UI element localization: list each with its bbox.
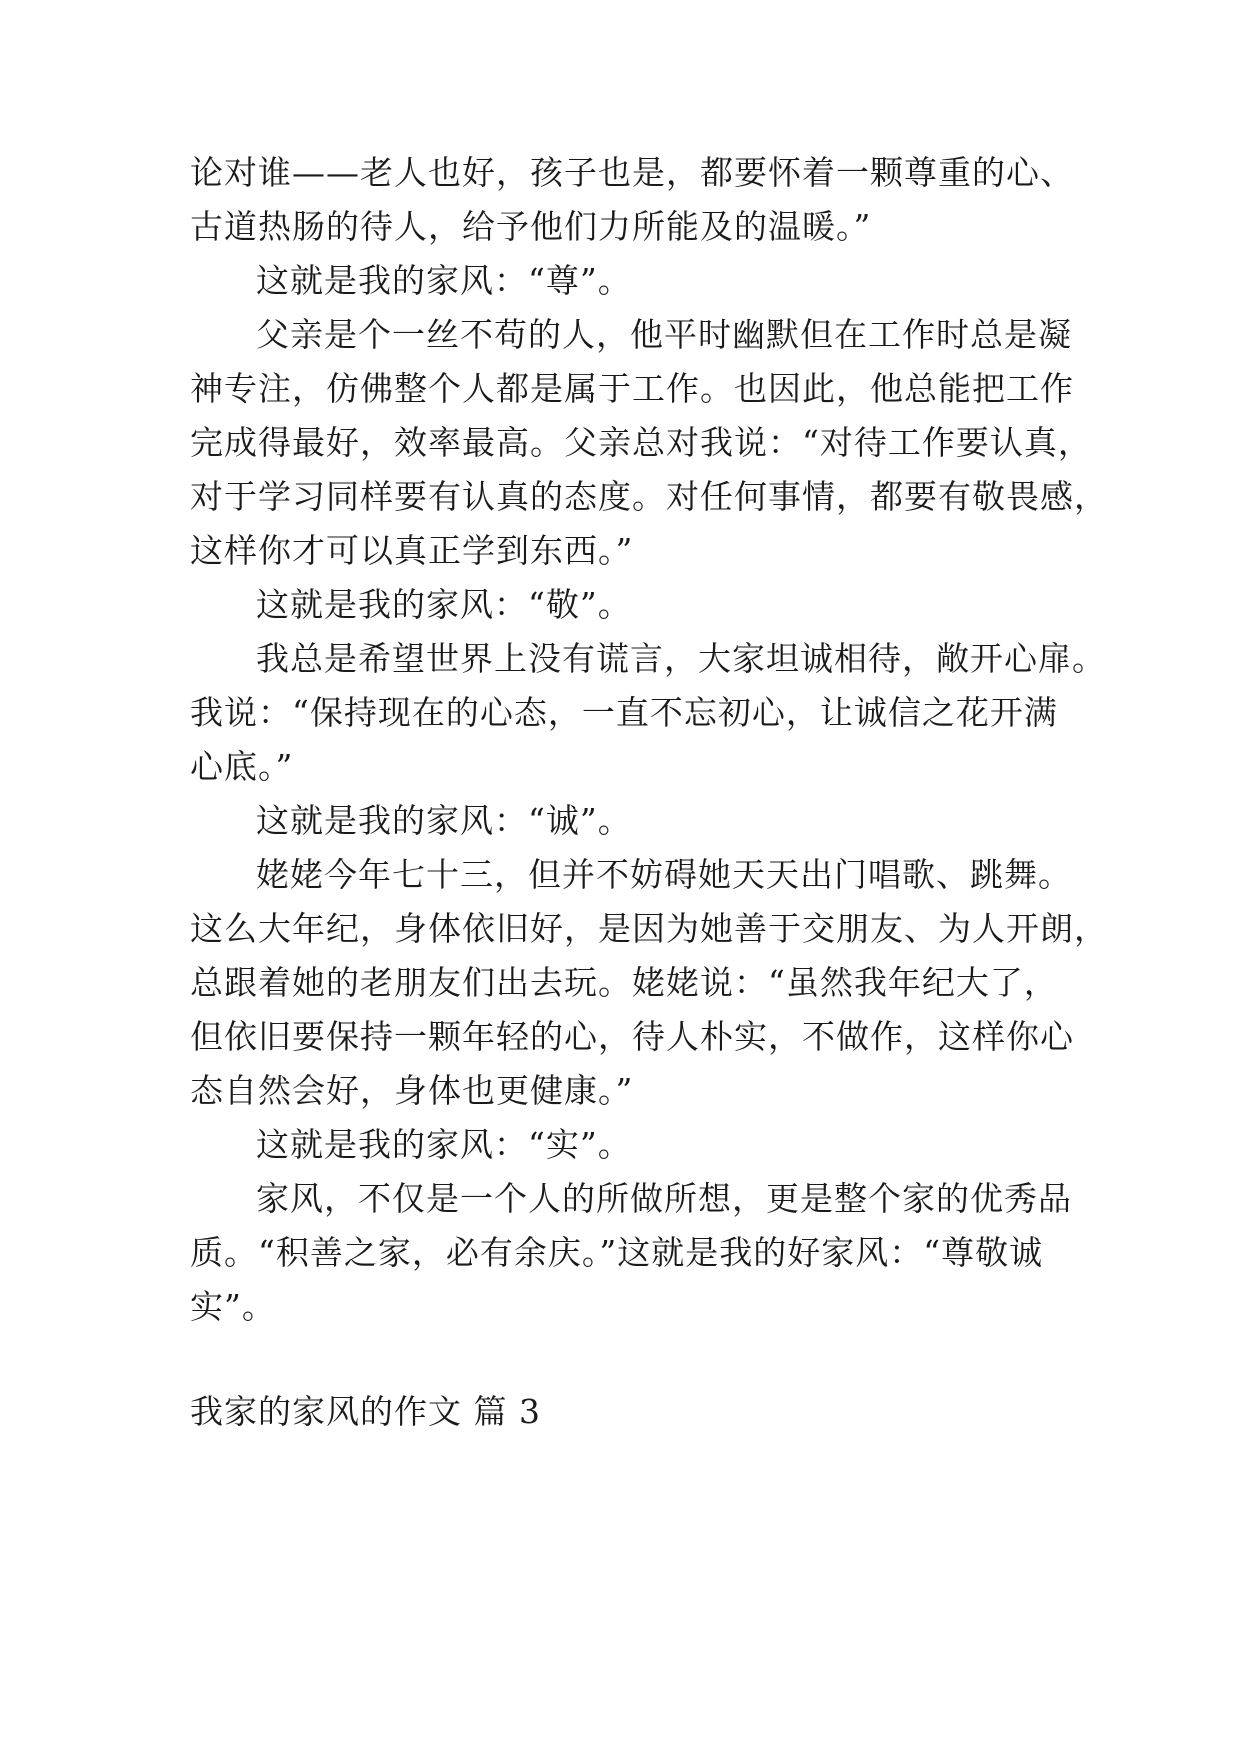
text-line: 父亲是个一丝不苟的人，他平时幽默但在工作时总是凝	[256, 315, 1072, 354]
text-line: 姥姥今年七十三，但并不妨碍她天天出门唱歌、跳舞。	[256, 855, 1072, 894]
text-line: 家风，不仅是一个人的所做所想，更是整个家的优秀品	[256, 1179, 1072, 1218]
section-heading: 我家的家风的作文 篇 3	[190, 1392, 541, 1431]
text-line: 但依旧要保持一颗年轻的心，待人朴实，不做作，这样你心	[190, 1017, 1074, 1056]
text-line: 我总是希望世界上没有谎言，大家坦诚相待，敞开心扉。	[256, 639, 1106, 678]
text-line: 古道热肠的待人，给予他们力所能及的温暖。”	[190, 207, 872, 246]
text-line: 这样你才可以真正学到东西。”	[190, 531, 634, 570]
text-line: 质。“积善之家，必有余庆。”这就是我的好家风：“尊敬诚	[190, 1233, 1044, 1272]
text-line: 心底。”	[190, 747, 294, 786]
text-line: 我说：“保持现在的心态，一直不忘初心，让诚信之花开满	[190, 693, 1058, 732]
text-line: 态自然会好，身体也更健康。”	[190, 1071, 634, 1110]
text-line: 实”。	[190, 1287, 276, 1326]
text-line: 这就是我的家风：“尊”。	[256, 261, 632, 300]
text-line: 这就是我的家风：“诚”。	[256, 801, 632, 840]
text-line: 论对谁——老人也好，孩子也是，都要怀着一颗尊重的心、	[190, 153, 1074, 192]
text-line: 神专注，仿佛整个人都是属于工作。也因此，他总能把工作	[190, 369, 1074, 408]
text-line: 这就是我的家风：“实”。	[256, 1125, 632, 1164]
text-line: 这就是我的家风：“敬”。	[256, 585, 632, 624]
text-line: 完成得最好，效率最高。父亲总对我说：“对待工作要认真，	[190, 423, 1092, 462]
text-line: 对于学习同样要有认真的态度。对任何事情，都要有敬畏感，	[190, 477, 1108, 516]
text-line: 总跟着她的老朋友们出去玩。姥姥说：“虽然我年纪大了，	[190, 963, 1058, 1002]
text-line: 这么大年纪，身体依旧好，是因为她善于交朋友、为人开朗，	[190, 909, 1108, 948]
